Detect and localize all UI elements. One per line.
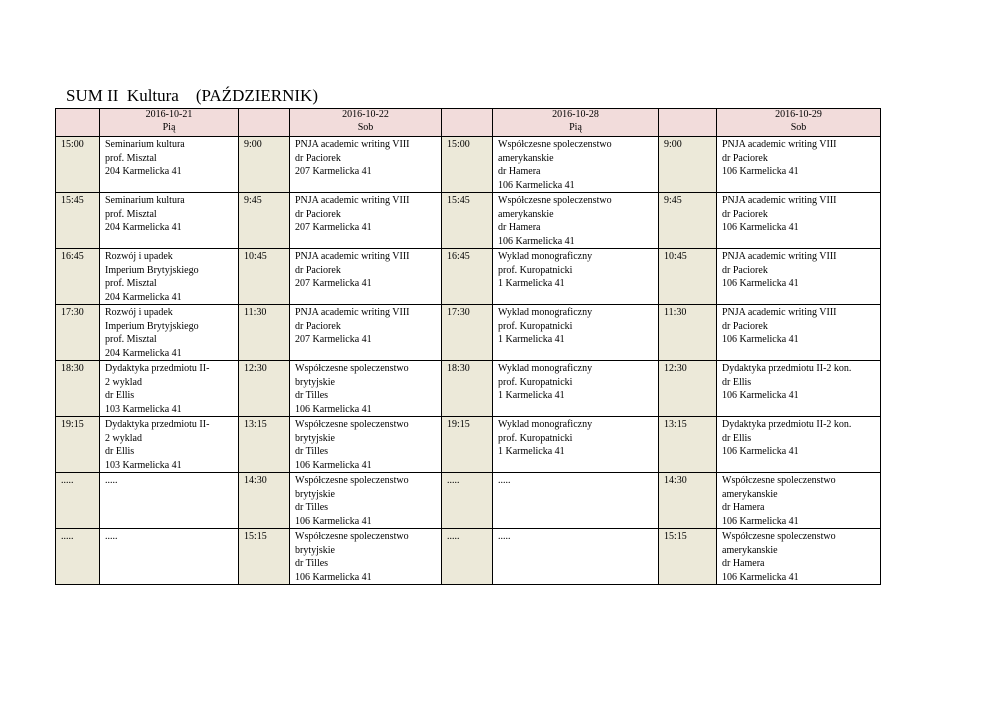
class-line: 106 Karmelicka 41 <box>498 235 575 247</box>
class-line: Dydaktyka przedmiotu II-2 kon. <box>722 419 852 430</box>
class-line: Współczesne spoleczenstwo <box>722 475 836 486</box>
class-line: dr Hamera <box>498 166 541 177</box>
time-cell: 17:30 <box>56 305 100 361</box>
class-line: 204 Karmelicka 41 <box>105 347 182 359</box>
class-cell <box>290 249 442 305</box>
class-cell <box>493 137 659 193</box>
table-row <box>56 249 881 305</box>
class-line: prof. Misztal <box>105 278 157 289</box>
class-line: 106 Karmelicka 41 <box>722 571 799 583</box>
header-date: 2016-10-29 <box>775 109 822 120</box>
class-line: Dydaktyka przedmiotu II- <box>105 419 210 430</box>
class-cell <box>717 249 881 305</box>
class-line: Rozwój i upadek <box>105 307 173 318</box>
class-line: 106 Karmelicka 41 <box>722 334 799 345</box>
class-line: prof. Misztal <box>105 152 157 164</box>
class-line: 106 Karmelicka 41 <box>722 515 799 527</box>
class-line: 106 Karmelicka 41 <box>295 459 372 471</box>
class-cell <box>290 361 442 417</box>
class-line: dr Hamera <box>498 222 541 233</box>
class-cell <box>290 305 442 361</box>
class-line: amerykanskie <box>722 488 778 500</box>
time-cell: ..... <box>56 529 100 585</box>
class-line: dr Tilles <box>295 502 329 513</box>
time-cell: 18:30 <box>442 361 493 417</box>
class-line: 106 Karmelicka 41 <box>722 166 799 177</box>
class-line: Imperium Brytyjskiego <box>105 320 199 332</box>
class-line: PNJA academic writing VIII <box>295 139 410 150</box>
class-line: Współczesne spoleczenstwo <box>498 195 612 206</box>
class-line: Wyklad monograficzny <box>498 363 593 374</box>
time-cell: 9:00 <box>659 137 717 193</box>
class-line: 106 Karmelicka 41 <box>722 446 799 457</box>
time-cell: 14:30 <box>239 473 290 529</box>
header-time-cell <box>659 109 717 137</box>
time-cell: 15:15 <box>239 529 290 585</box>
class-cell <box>290 193 442 249</box>
class-line: dr Ellis <box>105 446 135 457</box>
class-line: Współczesne spoleczenstwo <box>722 531 836 542</box>
class-line: dr Ellis <box>105 390 135 401</box>
time-cell: 12:30 <box>239 361 290 417</box>
class-cell <box>493 305 659 361</box>
class-line: 2 wyklad <box>105 432 142 444</box>
class-line: PNJA academic writing VIII <box>722 139 837 150</box>
class-line: Imperium Brytyjskiego <box>105 264 199 276</box>
class-line: 204 Karmelicka 41 <box>105 291 182 303</box>
class-cell <box>493 249 659 305</box>
time-cell: 11:30 <box>239 305 290 361</box>
class-cell <box>100 249 239 305</box>
header-date: 2016-10-22 <box>342 109 389 120</box>
class-line: dr Ellis <box>722 376 752 388</box>
class-line: brytyjskie <box>295 432 335 444</box>
class-cell <box>100 305 239 361</box>
class-line: Dydaktyka przedmiotu II-2 kon. <box>722 363 852 374</box>
class-line: Seminarium kultura <box>105 139 185 150</box>
class-line: brytyjskie <box>295 488 335 500</box>
class-line: brytyjskie <box>295 376 335 388</box>
class-cell <box>717 529 881 585</box>
time-cell: ..... <box>56 473 100 529</box>
header-time-cell <box>442 109 493 137</box>
class-line: ..... <box>105 531 118 542</box>
class-line: 207 Karmelicka 41 <box>295 334 372 345</box>
class-cell <box>290 529 442 585</box>
header-day: Sob <box>357 121 374 133</box>
class-line: Dydaktyka przedmiotu II- <box>105 363 210 374</box>
class-line: brytyjskie <box>295 544 335 556</box>
time-cell: 15:00 <box>442 137 493 193</box>
header-day: Pią <box>569 121 582 133</box>
time-cell: 19:15 <box>56 417 100 473</box>
page-title: SUM II Kultura (PAŹDZIERNIK) <box>66 86 318 105</box>
table-row <box>56 417 881 473</box>
class-line: dr Hamera <box>722 558 765 569</box>
class-cell <box>493 193 659 249</box>
class-line: PNJA academic writing VIII <box>722 251 837 262</box>
class-line: Seminarium kultura <box>105 195 185 206</box>
class-line: Współczesne spoleczenstwo <box>295 363 409 374</box>
time-cell: 9:45 <box>239 193 290 249</box>
time-cell: 17:30 <box>442 305 493 361</box>
class-line: 204 Karmelicka 41 <box>105 166 182 177</box>
header-day: Pią <box>162 121 176 133</box>
header-day: Sob <box>790 121 807 133</box>
class-cell <box>100 137 239 193</box>
time-cell: 11:30 <box>659 305 717 361</box>
class-line: Współczesne spoleczenstwo <box>498 139 612 150</box>
class-line: 207 Karmelicka 41 <box>295 166 372 177</box>
class-cell <box>717 361 881 417</box>
class-line: prof. Kuropatnicki <box>498 376 573 388</box>
class-line: Współczesne spoleczenstwo <box>295 419 409 430</box>
time-cell: 19:15 <box>442 417 493 473</box>
class-line: 103 Karmelicka 41 <box>105 403 182 415</box>
class-line: 106 Karmelicka 41 <box>722 222 799 233</box>
time-cell: 18:30 <box>56 361 100 417</box>
class-line: 207 Karmelicka 41 <box>295 278 372 289</box>
time-cell: ..... <box>442 473 493 529</box>
class-line: Współczesne spoleczenstwo <box>295 531 409 542</box>
class-line: 106 Karmelicka 41 <box>722 390 799 401</box>
class-cell <box>717 193 881 249</box>
class-line: ..... <box>498 475 511 486</box>
class-line: dr Paciorek <box>722 320 768 332</box>
class-line: Wyklad monograficzny <box>498 251 593 262</box>
class-line: PNJA academic writing VIII <box>295 195 410 206</box>
class-line: 1 Karmelicka 41 <box>498 446 565 457</box>
class-cell <box>100 193 239 249</box>
header-time-cell <box>56 109 100 137</box>
table-row <box>56 137 881 193</box>
class-line: PNJA academic writing VIII <box>722 307 837 318</box>
class-line: dr Tilles <box>295 558 329 569</box>
class-line: 1 Karmelicka 41 <box>498 390 565 401</box>
time-cell: 9:00 <box>239 137 290 193</box>
class-line: amerykanskie <box>498 152 554 164</box>
class-line: dr Hamera <box>722 502 765 513</box>
header-row <box>56 109 881 137</box>
class-line: prof. Misztal <box>105 208 157 220</box>
class-cell <box>100 529 239 585</box>
time-cell: 12:30 <box>659 361 717 417</box>
class-line: prof. Kuropatnicki <box>498 320 573 332</box>
time-cell: 10:45 <box>659 249 717 305</box>
class-line: prof. Kuropatnicki <box>498 264 573 276</box>
class-line: 1 Karmelicka 41 <box>498 334 565 345</box>
class-line: dr Paciorek <box>722 208 768 220</box>
header-date: 2016-10-21 <box>145 109 193 120</box>
class-line: dr Paciorek <box>295 208 341 220</box>
table-row <box>56 529 881 585</box>
time-cell: 16:45 <box>442 249 493 305</box>
class-line: prof. Kuropatnicki <box>498 432 573 444</box>
class-line: 1 Karmelicka 41 <box>498 278 565 289</box>
header-date-cell <box>290 109 442 137</box>
time-cell: 15:45 <box>442 193 493 249</box>
class-line: 106 Karmelicka 41 <box>295 571 372 583</box>
class-line: 106 Karmelicka 41 <box>722 278 799 289</box>
class-line: dr Tilles <box>295 390 329 401</box>
class-cell <box>717 473 881 529</box>
table-row <box>56 361 881 417</box>
schedule-body <box>56 109 881 585</box>
class-cell <box>493 529 659 585</box>
class-line: 2 wyklad <box>105 376 142 388</box>
class-cell <box>290 417 442 473</box>
table-row <box>56 305 881 361</box>
schedule-table <box>55 108 881 585</box>
class-line: dr Paciorek <box>722 264 768 276</box>
class-line: Wyklad monograficzny <box>498 307 593 318</box>
class-cell <box>100 417 239 473</box>
class-cell <box>290 473 442 529</box>
class-line: 204 Karmelicka 41 <box>105 222 182 233</box>
class-line: PNJA academic writing VIII <box>295 251 410 262</box>
time-cell: 15:00 <box>56 137 100 193</box>
header-date-cell <box>493 109 659 137</box>
class-line: 106 Karmelicka 41 <box>295 515 372 527</box>
class-cell <box>493 361 659 417</box>
header-date-cell <box>717 109 881 137</box>
class-cell <box>290 137 442 193</box>
header-time-cell <box>239 109 290 137</box>
class-cell <box>493 417 659 473</box>
class-line: dr Ellis <box>722 432 752 444</box>
class-line: 207 Karmelicka 41 <box>295 222 372 233</box>
class-line: prof. Misztal <box>105 334 157 345</box>
time-cell: 10:45 <box>239 249 290 305</box>
class-line: 103 Karmelicka 41 <box>105 459 182 471</box>
class-line: Wyklad monograficzny <box>498 419 593 430</box>
time-cell: 16:45 <box>56 249 100 305</box>
class-line: dr Paciorek <box>295 264 341 276</box>
header-date-cell <box>100 109 239 137</box>
class-cell <box>100 473 239 529</box>
class-line: amerykanskie <box>722 544 778 556</box>
time-cell: 13:15 <box>239 417 290 473</box>
class-line: PNJA academic writing VIII <box>722 195 837 206</box>
class-line: PNJA academic writing VIII <box>295 307 410 318</box>
class-line: ..... <box>105 475 118 486</box>
class-line: dr Tilles <box>295 446 329 457</box>
time-cell: 14:30 <box>659 473 717 529</box>
class-line: dr Paciorek <box>295 152 341 164</box>
time-cell: ..... <box>442 529 493 585</box>
class-line: 106 Karmelicka 41 <box>295 403 372 415</box>
time-cell: 15:15 <box>659 529 717 585</box>
class-line: amerykanskie <box>498 208 554 220</box>
class-line: Współczesne spoleczenstwo <box>295 475 409 486</box>
class-line: dr Paciorek <box>295 320 341 332</box>
table-row <box>56 193 881 249</box>
time-cell: 15:45 <box>56 193 100 249</box>
class-cell <box>717 417 881 473</box>
class-cell <box>493 473 659 529</box>
class-cell <box>717 305 881 361</box>
table-row <box>56 473 881 529</box>
header-date: 2016-10-28 <box>552 109 599 120</box>
time-cell: 9:45 <box>659 193 717 249</box>
class-cell <box>717 137 881 193</box>
time-cell: 13:15 <box>659 417 717 473</box>
class-cell <box>100 361 239 417</box>
class-line: 106 Karmelicka 41 <box>498 179 575 191</box>
class-line: Rozwój i upadek <box>105 251 173 262</box>
class-line: dr Paciorek <box>722 152 768 164</box>
class-line: ..... <box>498 531 511 542</box>
